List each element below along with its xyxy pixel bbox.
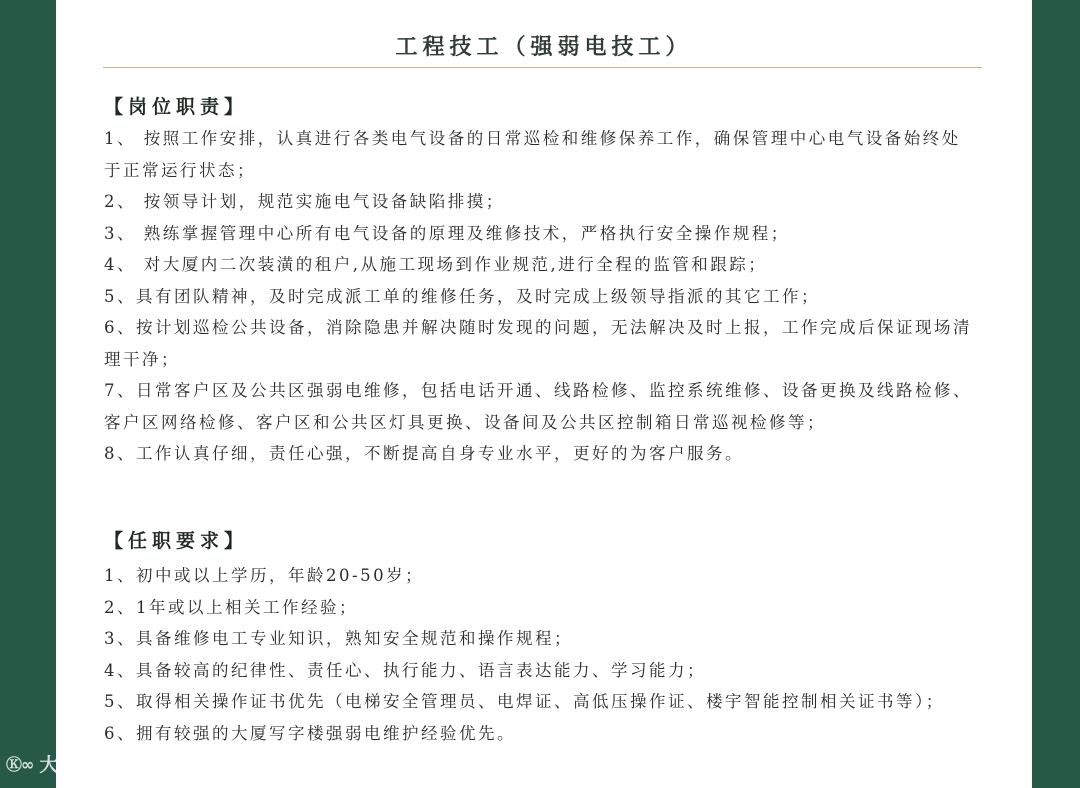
list-item: 2、1年或以上相关工作经验； (104, 597, 358, 617)
requirements-list (104, 560, 976, 749)
duties-heading: 【岗位职责】 (104, 96, 249, 118)
list-item: 4、具备较高的纪律性、责任心、执行能力、语言表达能力、学习能力； (104, 660, 706, 680)
list-item: 4、 对大厦内二次装潢的租户,从施工现场到作业规范,进行全程的监管和跟踪； (104, 255, 768, 274)
watermark-logo-icon: Ⓚ∞ (6, 755, 34, 774)
job-description-page (56, 0, 1032, 788)
list-item: 1、 按照工作安排，认真进行各类电气设备的日常巡检和维修保养工作，确保管理中心电气设备始终处于正常运行状态； (104, 129, 961, 180)
page-title: 工程技工（强弱电技工） (395, 34, 693, 60)
list-item: 8、工作认真仔细，责任心强，不断提高自身专业水平，更好的为客户服务。 (104, 444, 744, 463)
list-item: 6、拥有较强的大厦写字楼强弱电维护经验优先。 (104, 723, 516, 743)
watermark-text: 大数跨境 (39, 754, 120, 776)
list-item: 7、日常客户区及公共区强弱电维修，包括电话开通、线路检修、监控系统维修、设备更换及线路检修、客户区网络检修、客户区和公共区灯具更换、设备间及公共区控制箱日常巡视检修等； (104, 381, 972, 432)
watermark (6, 750, 119, 777)
requirements-heading: 【任职要求】 (104, 530, 249, 552)
list-item: 2、 按领导计划，规范实施电气设备缺陷排摸； (104, 192, 505, 211)
list-item: 5、取得相关操作证书优先（电梯安全管理员、电焊证、高低压操作证、楼宇智能控制相关证书等）； (104, 692, 945, 711)
list-item: 6、按计划巡检公共设备，消除隐患并解决随时发现的问题，无法解决及时上报，工作完成后保证现场清理干净； (104, 318, 972, 369)
duties-list (104, 123, 976, 470)
list-item: 3、 熟练掌握管理中心所有电气设备的原理及维修技术，严格执行安全操作规程； (104, 223, 790, 243)
list-item: 3、具备维修电工专业知识，熟知安全规范和操作规程； (104, 629, 573, 648)
list-item: 5、具有团队精神，及时完成派工单的维修任务，及时完成上级领导指派的其它工作； (104, 286, 820, 306)
title-divider (103, 67, 982, 68)
list-item: 1、初中或以上学历，年龄20-50岁； (104, 566, 425, 585)
